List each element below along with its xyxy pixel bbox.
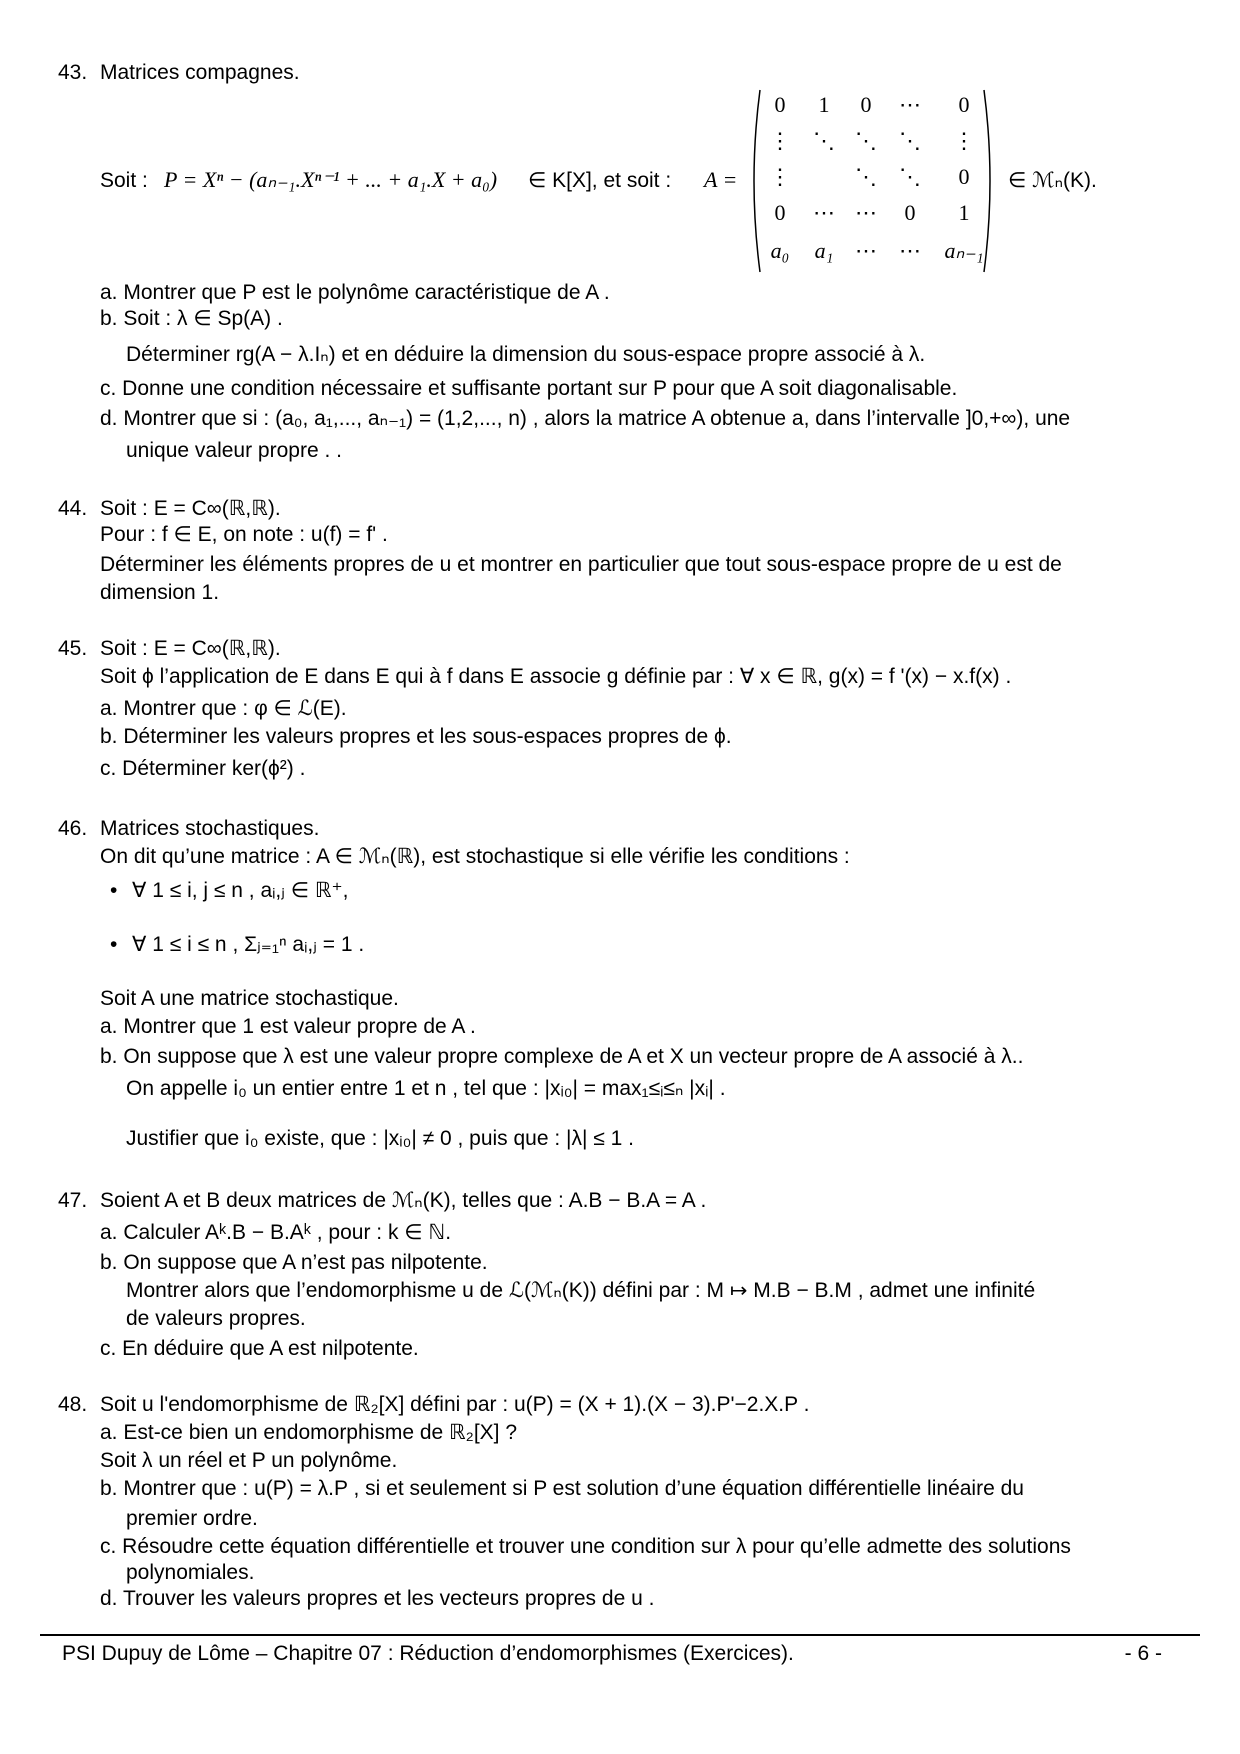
- ex46-condition-1-text: ∀ 1 ≤ i, j ≤ n , aᵢ,ⱼ ∈ ℝ⁺,: [132, 879, 349, 902]
- ex44-line-1: Soit : E = C∞(ℝ,ℝ).: [100, 497, 281, 520]
- footer-course-title: PSI Dupuy de Lôme – Chapitre 07 : Réduction d’endomorphismes (Exercices).: [62, 1642, 794, 1665]
- matrix-cell: 0: [958, 164, 970, 189]
- matrix-cell: ⋮: [769, 128, 791, 153]
- ex44-line-3: Déterminer les éléments propres de u et montrer en particulier que tout sous-espace propre de u est de: [100, 553, 1062, 576]
- ex48-question-b: b. Montrer que : u(P) = λ.P , si et seulement si P est solution d’une équation différentielle linéaire du: [100, 1477, 1024, 1500]
- matrix-cell: ⋮: [769, 164, 791, 189]
- matrix-cell: aₙ₋₁: [944, 238, 984, 263]
- ex48-question-c-cont: polynomiales.: [126, 1561, 255, 1584]
- ex43-question-b: b. Soit : λ ∈ Sp(A) .: [100, 307, 283, 330]
- exercise-45-number: 45.: [58, 637, 88, 660]
- ex43-question-c: c. Donne une condition nécessaire et suffisante portant sur P pour que A soit diagonalisable.: [100, 377, 958, 400]
- matrix-cell: ⋯: [855, 200, 877, 225]
- ex43-in-Mn: ∈ ℳₙ(K).: [1008, 169, 1097, 192]
- ex46-question-b-justify: Justifier que i₀ existe, que : |xᵢ₀| ≠ 0 , puis que : |λ| ≤ 1 .: [126, 1127, 634, 1150]
- ex43-question-b-detail: Déterminer rg(A − λ.Iₙ) et en déduire la dimension du sous-espace propre associé à λ.: [126, 343, 926, 366]
- ex47-question-a: a. Calculer Aᵏ.B − B.Aᵏ , pour : k ∈ ℕ.: [100, 1221, 452, 1244]
- ex45-question-c: c. Déterminer ker(ϕ²) .: [100, 757, 306, 780]
- matrix-cell: ⋱: [899, 164, 921, 189]
- ex43-in-KX: ∈ K[X], et soit :: [528, 169, 672, 192]
- matrix-cell: ⋯: [899, 92, 921, 117]
- matrix-cell: ⋱: [855, 164, 877, 189]
- ex43-soit-label: Soit :: [100, 169, 148, 192]
- ex46-question-b: b. On suppose que λ est une valeur propre complexe de A et X un vecteur propre de A associé à λ..: [100, 1045, 1024, 1068]
- ex48-question-d: d. Trouver les valeurs propres et les vecteurs propres de u .: [100, 1587, 655, 1610]
- bullet-icon: •: [110, 933, 118, 956]
- ex45-question-a: a. Montrer que : φ ∈ ℒ(E).: [100, 697, 347, 720]
- ex46-line-2: Soit A une matrice stochastique.: [100, 987, 399, 1010]
- matrix-cell: ⋯: [899, 238, 921, 263]
- ex46-condition-2: [110, 932, 364, 958]
- matrix-cell: 0: [774, 200, 786, 225]
- page-number: - 6 -: [1124, 1642, 1162, 1665]
- ex48-line-1: Soit u l'endomorphisme de ℝ₂[X] défini par : u(P) = (X + 1).(X − 3).P'−2.X.P .: [100, 1393, 810, 1416]
- ex47-question-b-cont: de valeurs propres.: [126, 1307, 306, 1330]
- ex43-question-a: a. Montrer que P est le polynôme caractéristique de A .: [100, 281, 610, 304]
- exercise-44-number: 44.: [58, 497, 88, 520]
- ex46-question-a: a. Montrer que 1 est valeur propre de A .: [100, 1015, 476, 1038]
- ex48-question-a: a. Est-ce bien un endomorphisme de ℝ₂[X] ?: [100, 1421, 518, 1444]
- matrix-cell: ⋯: [855, 238, 877, 263]
- ex44-line-4: dimension 1.: [100, 581, 220, 604]
- ex44-line-2: Pour : f ∈ E, on note : u(f) = f' .: [100, 523, 388, 546]
- exercise-47-number: 47.: [58, 1189, 88, 1212]
- matrix-cell: a₁: [814, 238, 834, 263]
- bullet-icon: •: [110, 879, 118, 902]
- ex48-line-2: Soit λ un réel et P un polynôme.: [100, 1449, 398, 1472]
- ex47-question-b: b. On suppose que A n’est pas nilpotente.: [100, 1251, 488, 1274]
- ex47-question-b-detail: Montrer alors que l’endomorphisme u de ℒ(ℳₙ(K)) défini par : M ↦ M.B − B.M , admet une infinité: [126, 1279, 1036, 1302]
- ex48-question-b-cont: premier ordre.: [126, 1507, 258, 1530]
- matrix-cell: ⋯: [813, 200, 835, 225]
- matrix-cell: 0: [860, 92, 872, 117]
- matrix-cell: 1: [818, 92, 830, 117]
- matrix-cell: 1: [958, 200, 970, 225]
- matrix-cell: ⋱: [899, 128, 921, 153]
- ex45-line-2: Soit ϕ l’application de E dans E qui à f dans E associe g définie par : ∀ x ∈ ℝ, g(x) = f '(x) − x.f(x) .: [100, 665, 1012, 688]
- page-footer: [62, 1640, 1162, 1668]
- exercise-46-number: 46.: [58, 817, 88, 840]
- matrix-cell: a₀: [770, 238, 790, 263]
- ex46-condition-2-text: ∀ 1 ≤ i ≤ n , Σⱼ₌₁ⁿ aᵢ,ⱼ = 1 .: [132, 933, 365, 956]
- matrix-cell: ⋱: [813, 128, 835, 153]
- ex46-line-1: On dit qu’une matrice : A ∈ ℳₙ(ℝ), est stochastique si elle vérifie les conditions :: [100, 845, 850, 868]
- footer-divider: [40, 1634, 1200, 1636]
- matrix-cell: 0: [904, 200, 916, 225]
- exercise-46-title: Matrices stochastiques.: [100, 817, 320, 840]
- ex45-line-1: Soit : E = C∞(ℝ,ℝ).: [100, 637, 281, 660]
- ex47-question-c: c. En déduire que A est nilpotente.: [100, 1337, 419, 1360]
- ex43-question-d-cont: unique valeur propre . .: [126, 439, 342, 462]
- matrix-cell: 0: [958, 92, 970, 117]
- exercise-43-title: Matrices compagnes.: [100, 61, 300, 84]
- ex43-A-equals: A =: [704, 167, 738, 192]
- ex46-condition-1: [110, 878, 348, 904]
- ex47-line-1: Soient A et B deux matrices de ℳₙ(K), telles que : A.B − B.A = A .: [100, 1189, 707, 1212]
- matrix-cell: ⋱: [855, 128, 877, 153]
- exercise-48-number: 48.: [58, 1393, 88, 1416]
- matrix-cell: ⋮: [953, 128, 975, 153]
- ex43-question-d: d. Montrer que si : (a₀, a₁,..., aₙ₋₁) = (1,2,..., n) , alors la matrice A obtenue a, dans l’intervalle ]0,+∞), une: [100, 407, 1071, 430]
- ex48-question-c: c. Résoudre cette équation différentielle et trouver une condition sur λ pour qu’elle admette des solutions: [100, 1535, 1071, 1558]
- matrix-cell: 0: [774, 92, 786, 117]
- ex46-question-b-detail: On appelle i₀ un entier entre 1 et n , tel que : |xᵢ₀| = max₁≤ᵢ≤ₙ |xᵢ| .: [126, 1077, 726, 1100]
- companion-matrix: [746, 86, 998, 276]
- exercise-43-number: 43.: [58, 61, 88, 84]
- ex43-polynomial-P: P = Xⁿ − (aₙ₋₁.Xⁿ⁻¹ + ... + a₁.X + a₀): [164, 167, 498, 192]
- ex45-question-b: b. Déterminer les valeurs propres et les sous-espaces propres de ϕ.: [100, 725, 732, 748]
